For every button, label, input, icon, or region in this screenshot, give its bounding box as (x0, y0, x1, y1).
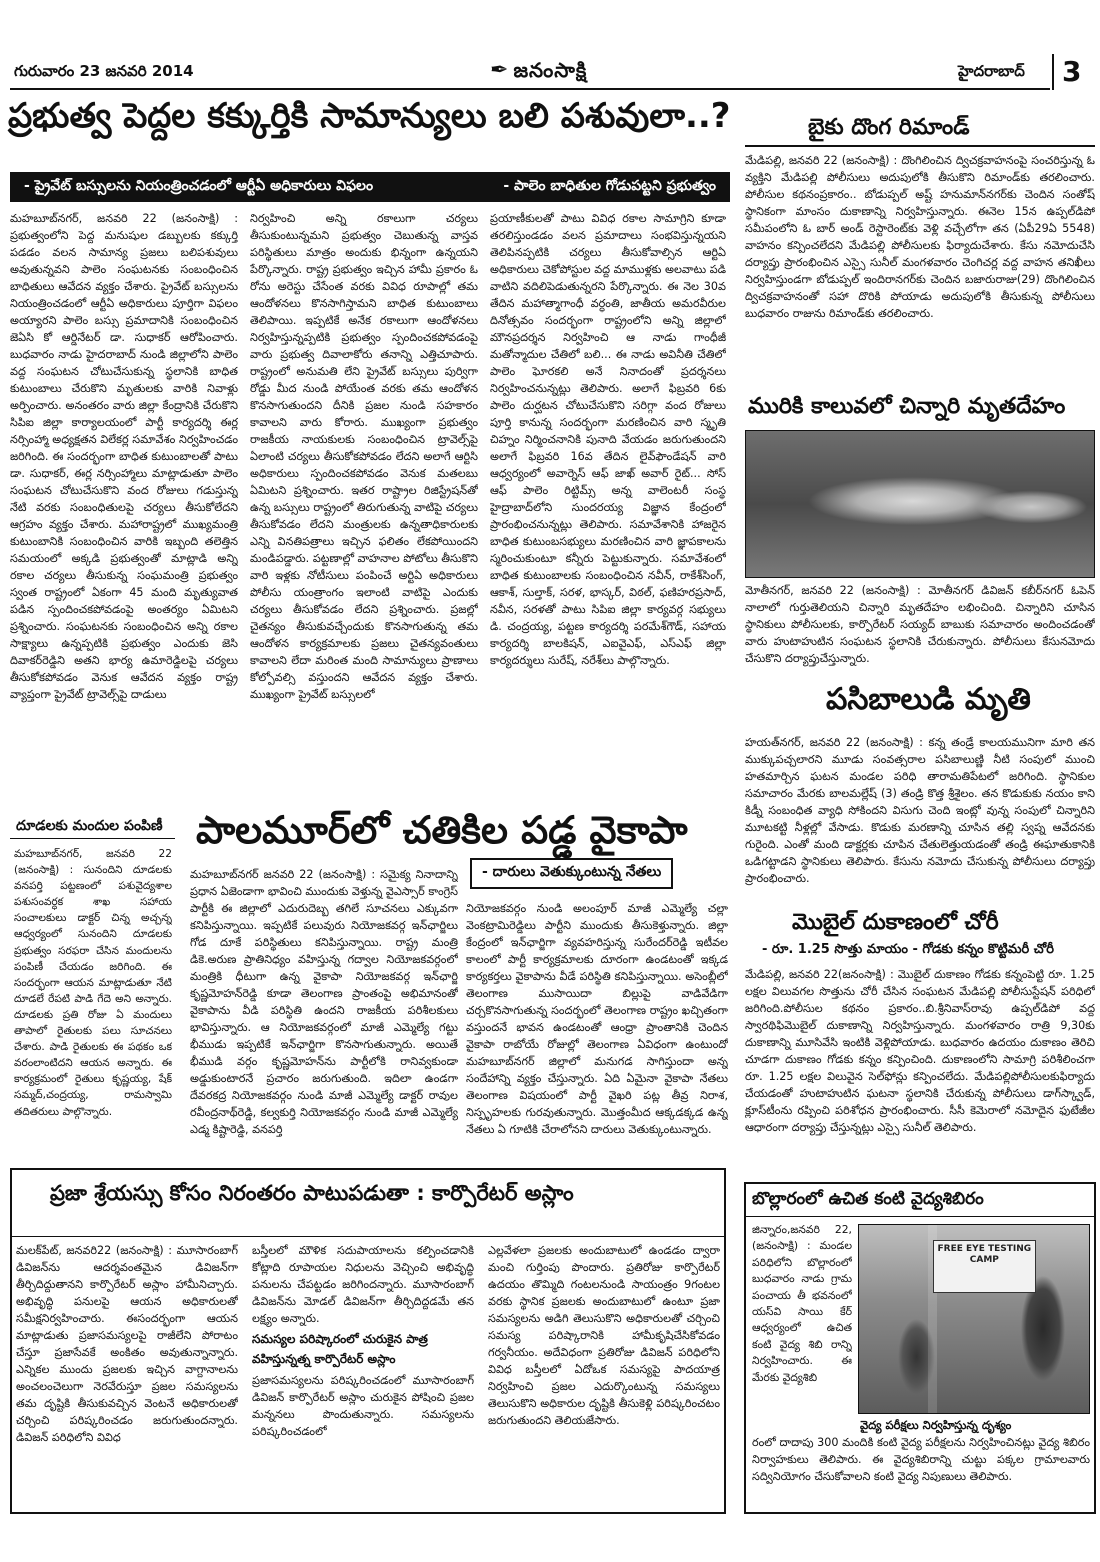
issue-date: గురువారం 23 జనవరి 2014 (14, 62, 194, 80)
corporator-column-2a: బస్తీలలో మౌళిక సదుపాయాలను కల్పించడానికి కోట్లాది రూపాయల నిధులను వెచ్చించి అభివృద్ధి పనులను చేపట్టడం జరిగిందన్నారు. మూసారంబాగ్ డివిజన్‌ను మోడల్ డివిజన్‌గా తీర్చిదిద్దడమే తన లక్ష్యం అన్నారు. (252, 1244, 474, 1326)
canal-body: మోతీనగర్, జనవరి 22 (జనంసాక్షి) : మోతీనగర్ డివిజన్ కబీర్‌నగర్ ఓపెన్ నాలాలో గుర్తుతెలియని చిన్నారి మృతదేహం లభించింది. చిన్నారిని చూసిన స్థానికులు పోలీసులకు, కార్పొరేటర్ సయ్యద్ బాబుకు సమాచారం అందించడంతో వారు హుటాహుటిన సంఘటన స్థలానికి చేరుకున్నారు. పోలీసులు కేసునమోదు చేసుకొని దర్యాప్తుచేస్తున్నారు. (745, 584, 1095, 666)
newspaper-logo (490, 58, 587, 87)
ysrcp-column-2: నియోజకవర్గం నుండి అలంపూర్ మాజీ ఎమ్మెల్యే చల్లా వెంకట్రామిరెడ్డిలు పార్టీని ముందుకు తీసుకెళ్తున్నారు. జిల్లా కేంద్రంలో ఇన్‌ఛార్జిగా వ్యవహరిస్తున్న సురేందర్‌రెడ్డి ఇటీవల కాలంలో పార్టీ కార్యక్రమాలకు దూరంగా ఉండటంతో ఇక్కడ కార్యకర్తలు వైకాపాను వీడే పరిస్థితి కనిపిస్తున్నాయి. అసెంబ్లీలో తెలంగాణ ముసాయిదా బిల్లుపై వాడివేడిగా చర్చకొనసాగుతున్న సందర్భంలో తెలంగాణ రాష్ట్రం ఖచ్చితంగా వస్తుందనే భావన ఉండటంతో ఆంధ్రా ప్రాంతానికి చెందిన వైకాపా రాబోయే రోజుల్లో తెలంగాణ ఏవిధంగా ఉంటుందో మహబూబ్‌నగర్ జిల్లాలో మనుగడ సాగిస్తుందా అన్న సందేహాన్ని వ్యక్తం చేస్తున్నారు. ఏది ఏమైనా వైకాపా నేతలు తెలంగాణ విషయంలో పార్టీ వైఖరి పట్ల తీవ్ర నిరాశ, నిస్పృహలకు గురవుతున్నారు. మొత్తంమీద ఆక్కడక్కడ ఉన్న నేతలు ఏ గూటికి చేరాలోనని దారులు వెతుక్కుంటున్నారు. (466, 902, 728, 1137)
mobile-subhead: - రూ. 1.25 సొత్తు మాయం - గోడకు కన్నం కొట్టిమరీ చోరీ (762, 942, 1054, 957)
lead-subheads (10, 172, 730, 202)
quill-icon: ✒ (490, 58, 510, 83)
bike-headline: బైకు దొంగ రిమాండ్ (808, 115, 970, 140)
lead-sub-right: - పాలెం బాధితుల గోడుపట్టని ప్రభుత్వం (503, 177, 716, 194)
corporator-column-2b: ప్రజాసమస్యలను పరిష్కరించడంలో మూసారంబాగ్ డివిజన్ కార్పొరేటర్ అస్లాం చురుకైన పోషించి ప్రజల మన్ననలు పొందుతున్నారు. సమస్యలను పరిష్కరించడంలో (252, 1374, 474, 1439)
infant-body: హయత్‌నగర్, జనవరి 22 (జనంసాక్షి) : కన్న తండ్రే కాలయమునిగా మారి తన ముక్కుపచ్చలారని మూడు సంవత్సరాల పసిబాలుణ్ణి నీటి సంపులో ముంచి హతమార్చిన ఘటన మండల పరిధి తారామతిపేటలో జరిగింది. స్థానికుల సమాచారం మేరకు బాలమల్లేష్ (3) తండ్రి కొత్త శ్రీశైలం. తన కొడుకుకు నయం కాని కిడ్నీ సంబంధిత వ్యాధి సోకిందని విసుగు చెంది ఇంట్లో వున్న సంపులో చిన్నారిని మూటకట్టి నీళ్లల్లో వేసాడు. కొడుకు మరణాన్ని చూసిన తల్లి స్వప్న ఆవేదనకు గురైంది. ఎంతో మంది డాక్టర్లకు చూపిన చేతులెత్తుయడంతో తండ్రి ఈఘాతుకానికి ఒడిగట్టాడని స్థానికులు తెలిపారు. కేసును నమోదు చేసుకున్న పోలీసులు దర్యాప్తు ప్రారంభించారు. (745, 736, 1095, 886)
ysrcp-subhead-box (470, 858, 673, 889)
ysrcp-headline: పాలమూర్‌లో చతికిల పడ్డ వైకాపా (196, 808, 688, 852)
eye-camp-caption: వైద్య పరీక్షలు నిర్వహిస్తున్న దృశ్యం (860, 1418, 1012, 1432)
lead-sub-left: - ప్రైవేట్ బస్సులను నియంత్రించడంలో ఆర్టీఏ అధికారులు విఫలం (24, 177, 374, 194)
lead-column-2: నిర్వహించి అన్ని రకాలుగా చర్యలు తీసుకుంటున్నమని ప్రభుత్వం చెబుతున్న వాస్తవ పరిస్థితులు మాత్రం అందుకు భిన్నంగా ఉన్నయని పేర్కొన్నారు. రాష్ట్ర ప్రభుత్వం ఇచ్చిన హామీ ప్రకారం ఓ రోను అరెస్టు చేసేంత వరకు వివిధ రూపాల్లో తమ ఆందోళనలు కొనసాగిస్తామని బాధిత కుటుంబాలు తెలిపాయి. ఇప్పటికే అనేక రకాలుగా ఆందోళనలు నిర్వహిస్తున్నప్పటికి ప్రభుత్వం స్పందించకపోవడంపై వారు ప్రభుత్వ దివాలాకోరు తనాన్ని ఎత్తిచూపారు. రాష్ట్రంలో అనుమతి లేని ప్రైవేట్ బస్సులు పుర్విగా రోడ్డు మీద నుండి పోయేంత వరకు తమ ఆందోళన కొనసాగుతుందని దీనికి ప్రజల నుండి సహకారం కావాలని వారు కోరారు. ముఖ్యంగా ప్రభుత్వం రాజకీయ నాయకులకు సంబంధించిన ట్రావెల్స్‌పై ఏలాంటి చర్యలు తీసుకోకపోవడం లేదని అలాగే ఆర్టిసి అధికారులు స్పందించకపోవడం వెనుక మతలబు ఏమిటని ప్రశ్నించారు. ఇతర రాష్ట్రాల రిజిస్ట్రేషన్‌తో ఉన్న బస్సులు రాష్ట్రంలో తిరుగుతున్న వాటిపై చర్యలు తీసుకోవడం లేదని మంత్రులకు ఉన్నతాధికారులకు ఎన్ని వినతిపత్రాలు ఇచ్చిన ఫలితం లేకపోయిందని మండిపడ్డారు. పట్టణాల్లో వాహనాల పోటోలు తీసుకొని వారి ఇళ్లకు నోటీసులు పంపించే అర్టిఏ అధికారులు పోలీసు యంత్రాంగం ఇలాంటి వాటిపై ఎందుకు చర్యలు తీసుకోవడం లేదని ప్రశ్నించారు. ప్రజల్లో చైతన్యం తీసుకువచ్చేందుకు కొనసాగుతున్న తమ ఆందోళన కార్యక్రమాలకు ప్రజలు చైతన్యవంతులు కావాలని లేదా మరింత మంది సామాన్యులు ప్రాణాలు కోల్పోవల్సి వస్తుందని ఆవేదన వ్యక్తం చేశారు. ముఖ్యంగా ప్రైవేట్ బస్సులలో (250, 212, 478, 702)
lead-column-3: ప్రయాణీకులతో పాటు వివిధ రకాల సామాగ్రిని కూడా తరలిస్తుండడం వలన ప్రమాదాలు సంభవిస్తున్నయని తెలిపినప్పటికి చర్యలు తీసుకోవాల్సిన ఆర్టిఏ అధికారులు చెకోపోస్టుల వద్ద మాముళ్లకు అలవాటు పడి వాటిని వదిలిపెడుతున్నరని పేర్కొన్నారు. ఈ నెల 30వ తేదిన మహాత్మాగాంధీ వర్ధంతి, జాతీయ అమరవీరుల దినోత్సవం సందర్భంగా రాష్ట్రంలోని అన్ని జిల్లాలో మౌనప్రదర్శన నిర్వహించి ఆ నాడు గాంధీజీ మతోన్మాదుల చేతిలో బలి... ఈ నాడు అవినీతి చేతిలో పాలెం ఘోరకలి అనే నినాదంతో ప్రదర్శనలు నిర్వహించనున్నట్లు తెలిపారు. అలాగే ఫిబ్రవరి 6కు పాలెం దుర్ఘటన చోటుచేసుకొని సరిగ్గా వంద రోజులు పూర్తి కానున్న సందర్భంగా మరణించిన వారి స్మృతి చిహ్నం నిర్మించనానికి పునాది వేయడం జరుగుతుందని అలాగే ఫిబ్రవరి 16వ తేదిన లైవ్‌ఫౌండేషన్ వారి ఆధ్వర్యంలో అవార్నెస్ ఆఫ్ జాఖ్ అవార్ రైట్... సోస్ ఆఫ్ పాలెం రిట్టిమ్స్ అన్న వాలెంటరీ సంస్థ హైద్రాబాద్‌లోని సుందరయ్య విజ్ఞాన కేంద్రంలో ప్రారంభించనున్నట్లు తెలిపారు. సమావేశానికి హాజరైన బాధిత కుటుంబసభ్యులు మరణించిన వారి జ్ఞాపకాలను స్మరించుకుంటూ కన్నీరు పెట్టుకున్నారు. సమావేశంలో బాధిత కుటుంబాలకు సంబంధించిన నవీన్, రాకేశ్‌సింగ్, ఆకాశ్, సుల్తాక్, సరళ, భాస్కర్, విఠల్, ఫణిహరప్రసాద్, నవీన, సరళతో పాటు సిపిఐ జిల్లా కార్యవర్గ సభ్యులు డి. చంద్రయ్య, పట్టణ కార్యదర్శి పరమేశ్‌గౌడ్, సహాయ కార్యదర్శి బాలకిషన్, ఎఐవైఎఫ్, ఎస్ఎఫ్ జిల్లా కార్యదర్శులు సురేష్, నరేశ్‌లు పాల్గొన్నారు. (490, 212, 726, 668)
cattle-headline: దూడలకు మందుల పంపిణీ (16, 818, 163, 834)
mobile-headline: మొబైల్ దుకాణంలో చోరీ (792, 910, 999, 935)
eye-camp-body-side: జిన్నారం,జనవరి 22, (జనంసాక్షి) : మండల పరిధిలోని బొల్లారంలో బుధవారం నాడు గ్రామ పంచాయ తీ భవనంలో యస్‌వి సాయి కేర్ ఆధ్వర్యంలో ఉచిత కంటి వైద్య శిబి రాన్ని నిర్వహించారు. ఈ మేరకు వైద్యశిబి (752, 1223, 852, 1384)
masthead-rule (10, 88, 1050, 90)
eye-camp-rule (746, 1216, 1094, 1217)
corporator-subhead-2: వహిస్తున్నత్న కార్పొరేటర్ అస్లాం (252, 1352, 396, 1366)
lead-headline: ప్రభుత్వ పెద్దల కక్కుర్తికి సామాన్యులు బలి పశువులా..? (8, 96, 731, 136)
infant-headline: పసిబాలుడి మృతి (826, 682, 1031, 717)
bike-rule (745, 145, 1095, 147)
canal-headline: మురికి కాలువలో చిన్నారి మృతదేహం (748, 394, 1066, 419)
canal-photo (745, 430, 1095, 578)
mobile-body: మేడిపల్లి, జనవరి 22(జనంసాక్షి) : మొబైల్ దుకాణం గోడకు కన్నంపెట్టి రూ. 1.25 లక్షల విలువగల సొత్తును చోరీ చేసిన సంఘటన మేడిపల్లి పోలీసుస్టేషన్ పరిధిలో జరిగింది.పోలీసుల కథనం ప్రకారం..బి.శ్రీనివాస్‌రావు ఉప్పల్‌డిపో వద్ద స్వారథిఫిమొబైల్ దుకాణాన్ని నిర్వహిస్తున్నారు. మంగళవారం రాత్రి 9,30కు దుకాణాన్ని మూసివేసి ఇంటికి వెళ్లిపోయాడు. బుధవారం ఉదయం దుకాణం తెరిచి చూడగా దుకాణం గోడకు కన్నం కన్పించింది. దుకాణంలోని సామాగ్రి పరిశీలించగా రూ. 1.25 లక్షల విలువైన సెల్‌ఫోన్లు కన్పించలేదు. మేడిపల్లిపోలీసులకుఫిర్యాదు చేయడంతో హుటాహుటిన ఘటనా స్థలానికి చేరుకున్న పోలీసులు డాగ్‌స్క్వాడ్, క్లూస్‌టీంను రప్పించి పరిశోధన ప్రారంభించారు. సీసీ కెమెరాలో నమోదైన ఫుటేజీల ఆధారంగా దర్యాప్తు చేస్తున్నట్లు ఎస్సై సునీల్ తెలిపారు. (745, 968, 1095, 1135)
eye-camp-sign: FREE EYE TESTING CAMP (933, 1240, 1037, 1293)
eye-camp-body-bottom: రంలో దాదాపు 300 మందికి కంటి వైద్య పరీక్షలను నిర్వహించినట్లు వైద్య శిబిరం నిర్వాహకులు తెలిపారు. ఈ వైద్యశిబిరాన్ని చుట్టు పక్కల గ్రామాలవారు సద్వినియోగం చేసుకోవాలని కంటి వైద్య నిపుణులు తెలిపారు. (752, 1436, 1090, 1484)
eye-camp-headline: బొల్లారంలో ఉచిత కంటి వైద్యశిబిరం (752, 1189, 984, 1209)
cattle-body: మహబూబ్‌నగర్, జనవరి 22 (జనంసాక్షి) : సునందిని దూడలకు వనపర్తి పట్టణంలో పశువైద్యశాల పశుసంవర్ధక శాఖ సహాయ సంచాలకులు డాక్టర్ చిన్న అచ్చన్న ఆధ్వర్యంలో సునందిని దూడలకు ప్రభుత్వం సరఫరా చేసిన మందులను పంపిణీ చేయడం జరిగింది. ఈ సందర్భంగా ఆయన మాట్లాడుతూ నేటి దూడలే రేపటి పాడి గేదె అని అన్నారు. దూడలకు ప్రతి రోజు ఏ మందులు తాపాలో రైతులకు పలు సూచనలు చేశారు. పాడి రైతులకు ఈ పథకం ఒక వరంలాంటిదని ఆయన అన్నారు. ఈ కార్యక్రమంలో రైతులు కృష్ణయ్య, షేక్ సమ్మద్,చంద్రయ్య, రామస్వామి తదితరులు పాల్గొన్నారు. (14, 848, 172, 1118)
corporator-rule (12, 1236, 724, 1237)
corporator-column-1: మలక్‌పేట్, జనవరి22 (జనంసాక్షి) : మూసారంబాగ్ డివిజన్‌ను ఆదర్శవంతమైన డివిజన్‌గా తీర్చిదిద్దుతానని కార్పొరేటర్ అస్లాం హామీనిచ్చారు. అభివృద్ధి పనులపై ఆయన అధికారులతో సమీక్షనిర్వహించారు. ఈసందర్భంగా ఆయన మాట్లాడుతు ప్రజాసమస్యలపై రాజీలేని పోరాటం చేస్తూ ప్రజాసేవకే అంకితం అవుతున్నాన్నారు. ఎన్నికల ముందు ప్రజలకు ఇచ్చిన వాగ్దానాలను అంచలంచెలుగా నెరవేరుస్తూ ప్రజల సమస్యలను తమ దృష్టికి తీసుకువచ్చిన వెంటనే అధికారులతో చర్చించి పరిష్కరించడం జరుగుతుందన్నారు. డివిజన్ పరిధిలోని వివిధ (16, 1244, 238, 1445)
corporator-subhead-1: సమస్యల పరిష్కారంలో చురుకైన పాత్ర (252, 1332, 428, 1346)
cattle-rule (10, 838, 175, 839)
lead-column-1: మహబూబ్‌నగర్, జనవరి 22 (జనంసాక్షి) : ప్రభుత్వంలోని పెద్ద మనుషుల డబ్బులకు కక్కుర్తి పడడం వలన సామాన్య ప్రజలు బలిపశువులు అవుతున్నవని పాలెం సంఘటనకు సంబంధించిన బాధితులు ఆవేదన వ్యక్తం చేశారు. ప్రైవేట్ బస్సులను నియంత్రించడంలో ఆర్టీఏ అధికారులు పూర్తిగా విఫలం అయ్యారని పాలెం బస్సు ప్రమాదానికి సంబంధించిన జెఏసి కో ఆర్డినేటర్ డా. సుధాకర్ ఆరోపించారు. బుధవారం నాడు హైదరాబాద్ నుండి జిల్లాలోని పాలెం వద్ద సంఘటన చోటుచేసుకున్న స్థలానికి బాధిత కుటుంబాలు చేరుకొని మృతులకు వారికి నివాళ్లు అర్పించారు. అనంతరం వారు జిల్లా కేంద్రానికి చేరుకొని సిపిఐ జిల్లా కార్యాలయంలో పార్టీ కార్యదర్శి ఈర్ల నర్సింహ్మా అధ్యక్షతన విలేకర్ల సమావేశం నిర్వహించడం జరిగింది. ఈ సందర్భంగా బాధిత కుటుంబాలతో పాటు డా. సుధాకర్, ఈర్ల నర్సింహ్మాలు మాట్లాడుతూ పాలెం సంఘటన చోటుచేసుకొని వంద రోజులు గడుస్తున్న నేటి వరకు సంబంధితులపై చర్యలు తీసుకోలేదని ఆగ్రహం వ్యక్తం చేశారు. మహారాష్ట్రలో ముఖ్యమంత్రి కుటుంబానికి సంబంధించిన వారికి ఇబ్బంది తలెత్తిన సమయంలో అక్కడి ప్రభుత్వంతో మాట్లాడి అన్ని రకాల చర్యలు తీసుకున్న సంఘమంత్రి ప్రభుత్వం స్వంత రాష్ట్రంలో ఏకంగా 45 మంది మృత్యువాత పడిన స్పందించకపోవడంపై అంతర్యం ఏమిటని ప్రశ్నించారు. సంఘటనకు సంబంధించిన అన్ని రకాల సాక్ష్యాలు ఉన్నప్పటికి ప్రభుత్వం ఎందుకు జెసి దివాకర్‌రెడ్డిని అతని భార్య ఉమారెడ్డిలపై చర్యలు తీసుకోకపోవడం వెనుక ఆవేదన వ్యక్తం రాష్ట్ర వ్యాప్తంగా ప్రైవేట్ ట్రావెల్స్‌పై దాడులు (10, 212, 238, 702)
corporator-headline: ప్రజా శ్రేయస్సు కోసం నిరంతరం పాటుపడుతా : కార్పొరేటర్ అస్లాం (50, 1181, 574, 1205)
ysrcp-subhead: - దారులు వెతుక్కుంటున్న నేతలు (470, 858, 673, 889)
page-number: 3 (1052, 54, 1081, 90)
logo-text: జనంసాక్షి (513, 58, 588, 82)
city-name: హైదరాబాద్ (958, 62, 1025, 80)
ysrcp-column-1: మహబూబ్‌నగర్ జనవరి 22 (జనంసాక్షి) : సమైక్య నినాదాన్ని ప్రధాన ఏజెండాగా భావించి ముందుకు వెళ్తున్న వైఎస్సార్ కాంగ్రెస్ పార్టీకి ఈ జిల్లాలో ఎదురుదెబ్బ తగిలే సూచనలు ఎక్కువగా కనిపిస్తున్నాయి. ఇప్పటికే పలువురు నియోజకవర్గ ఇన్‌ఛార్జిలు గోడ దూకే పరిస్థితులు కనిపిస్తున్నాయి. రాష్ట్ర మంత్రి డికె.అరుణ ప్రాతినిధ్యం వహిస్తున్న గద్వాల నియోజకవర్గంలో మంత్రికి ధీటుగా ఉన్న వైకాపా నియోజకవర్గ ఇన్‌ఛార్జి కృష్ణమోహన్‌రెడ్డి కూడా తెలంగాణ ప్రాంతంపై అభిమానంతో వైకాపాను వీడి పరిస్థితి ఉందని రాజకీయ పరిశీలకులు భావిస్తున్నారు. ఆ నియోజకవర్గంలో మాజీ ఎమ్మెల్యే గట్టు భీముడు ఇప్పటికే ఇన్‌ఛార్జిగా కొనసాగుతున్నారు. అయితే భీముడి వర్గం కృష్ణమోహన్‌ను పార్టీలోకి రానివ్వకుండా అడ్డుకుంటారనే ప్రచారం జరుగుతుంది. ఇదిలా ఉండగా దేవరకద్ర నియోజకవర్గం నుండి మాజీ ఎమ్మెల్యే డాక్టర్ రావుల రవీంద్రనాథ్‌రెడ్డి, కల్వకుర్తి నియోజకవర్గం నుండి మాజీ ఎమ్మెల్యే ఎడ్మ కిష్టారెడ్డి, వనపర్తి (190, 868, 458, 1137)
eye-camp-photo (858, 1224, 1090, 1414)
corporator-column-3: ఎల్లవేళలా ప్రజలకు అందుబాటులో ఉండడం ద్వారా మంచి గుర్తింపు పొందారు. ప్రతిరోజు కార్పొరేటర్ ఉదయం తొమ్మిది గంటలనుండి సాయంత్రం 9గంటల వరకు స్థానిక ప్రజలకు అందుబాటులో ఉంటూ ప్రజా సమస్యలను అడిగి తెలుసుకొని అధికారులతో చర్చించి సమస్య పరిష్కారానికి హామీకృషిచేసికోవడం గర్వనీయం. అదేవిధంగా ప్రతిరోజు డివిజన్ పరిధిలోని వివిధ బస్తీలలో ఏదోఒక సమస్యపై పాదయాత్ర నిర్వహించి ప్రజల ఎదుర్కొంటున్న సమస్యలు తెలుసుకొని అధికారుల దృష్టికి తీసుకెళ్లి పరిష్కరించటం జరుగుతుందని తెలియజేసారు. (488, 1244, 720, 1428)
bike-body: మేడిపల్లి, జనవరి 22 (జనంసాక్షి) : దొంగిలించిన ద్విచక్రవాహనంపై సంచరిస్తున్న ఓ వ్యక్తిని మేడిపల్లి పోలీసులు అదుపులోకి తీసుకొని రిమాండ్‌కు తరలించారు. పోలీసుల కథనంప్రకారం.. బోడుప్పల్ అష్ట్ హనుమాన్‌నగర్‌కు చెందిన సంతోష్ స్థానికంగా మాంసం దుకాణాన్ని నిర్వహిస్తున్నారు. ఈనెల 15న ఉప్పల్‌డిపో సమీపంలోని ఓ బార్ అండ్ రెస్టారెంట్‌కు వెళ్లి వచ్చేలోగా తన (ఏపీ29ఏ 5548) వాహనం కన్పించలేదని మేడిపల్లి పోలీసులకు ఫిర్యాదుచేశారు. కేసు నమోదుచేసి దర్యాప్తు ప్రారంభించిన ఎస్సై సునీల్ మంగళవారం చెంగిచర్ల వద్ద వాహన తనిఖీలు నిర్వహిస్తుండగా బోడుప్పల్ ఇందిరానగర్‌కు చెందిన బజారురాజు(29) దొంగిలించిన ద్విచక్రవాహనంతో సహా దొరికి పోయాడు అదుపులోకి తీసుకున్న పోలీసులు బుధవారం రాజును రిమాండ్‌కు తరలించారు. (745, 154, 1095, 321)
